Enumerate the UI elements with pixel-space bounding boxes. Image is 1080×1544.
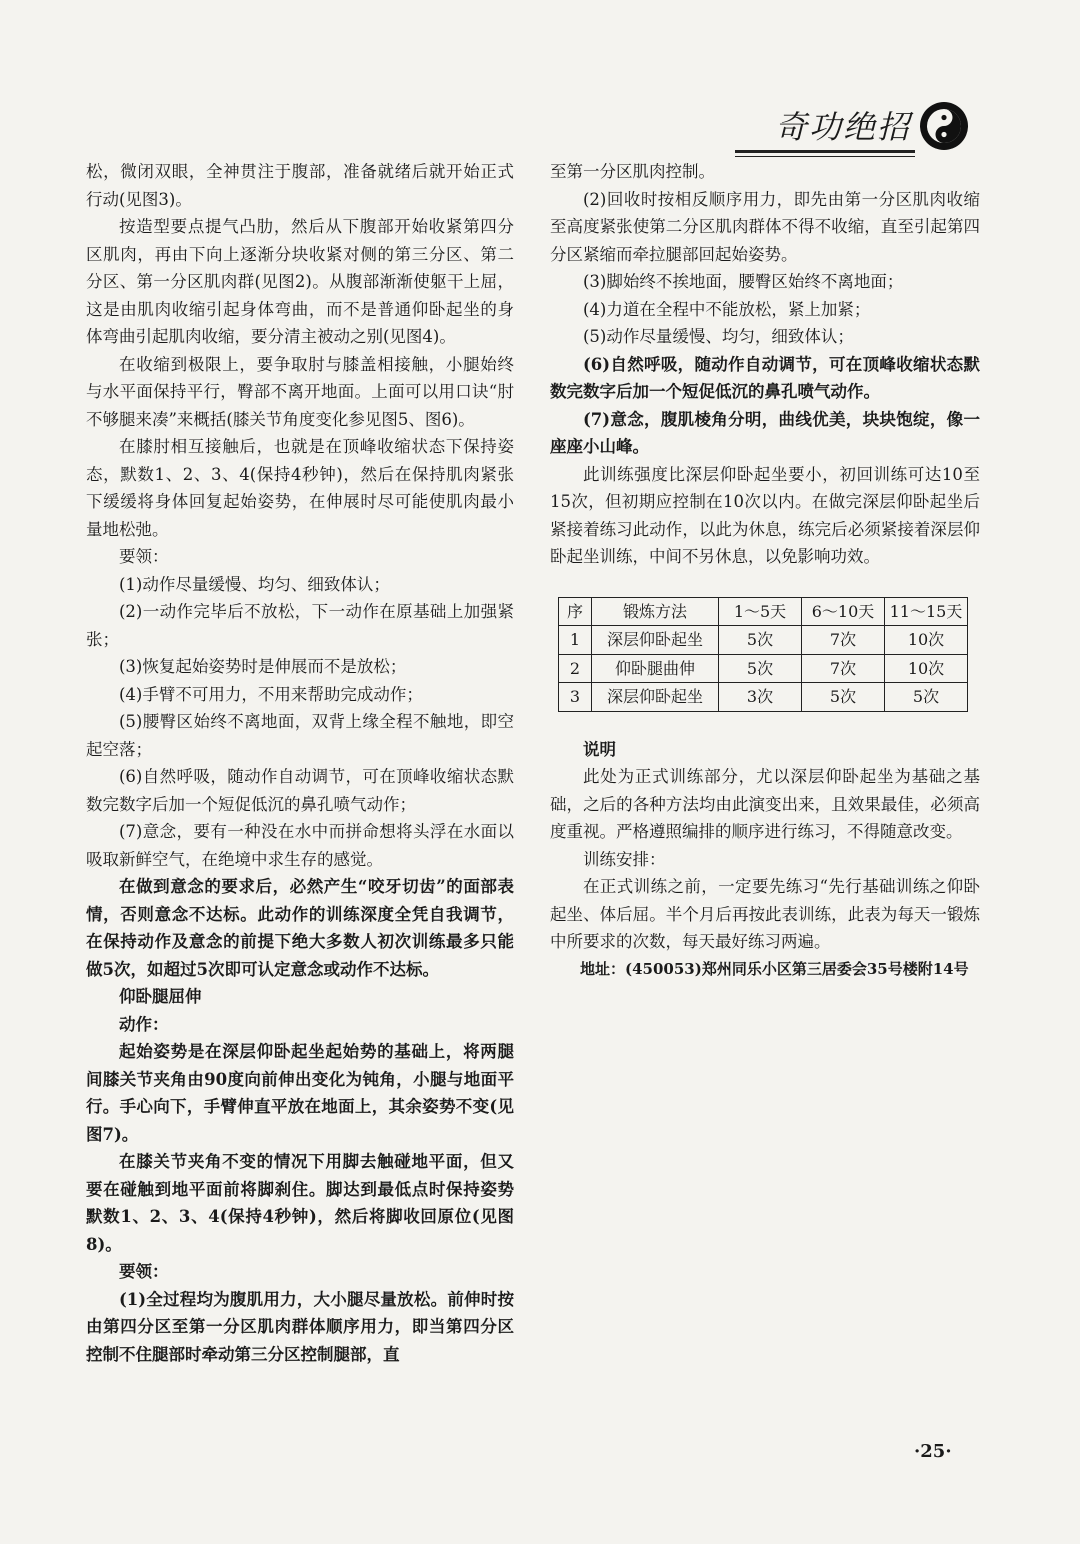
table-cell: 10次	[885, 626, 968, 655]
paragraph: 此处为正式训练部分，尤以深层仰卧起坐为基础之基础，之后的各种方法均由此演变出来，且效果最佳，必须高度重视。严格遵照编排的顺序进行练习，不得随意改变。	[550, 767, 980, 841]
paragraph: 在膝关节夹角不变的情况下用脚去触碰地平面，但又要在碰触到地平面前将脚刹住。脚达到最低点时保持姿势默数1、2、3、4(保持4秒钟)，然后将脚收回原位(见图8)。	[86, 1152, 514, 1254]
subheading: 动作：	[119, 1014, 169, 1034]
header-rule-thin	[735, 156, 915, 157]
list-item: (2)回收时按相反顺序用力，即先由第一分区肌肉收缩至高度紧张使第二分区肌肉群体不得不收缩，直至引起第四分区紧缩而牵拉腿部回起始姿势。	[550, 189, 980, 264]
table-header-cell: 6～10天	[802, 597, 885, 626]
paragraph: 在正式训练之前，一定要先练习“先行基础训练之仰卧起坐、体后屈。半个月后再按此表训练，此表为每天一锻炼中所要求的次数，每天最好练习两遍。	[550, 877, 980, 951]
left-column	[86, 158, 514, 1368]
table-cell: 3次	[719, 683, 802, 712]
list-item: (6)自然呼吸，随动作自动调节，可在顶峰收缩状态默数完数字后加一个短促低沉的鼻孔喷气动作；	[86, 767, 514, 814]
list-item: (4)手臂不可用力，不用来帮助完成动作；	[119, 684, 423, 704]
table-cell: 2	[559, 654, 592, 683]
table-cell: 7次	[802, 654, 885, 683]
paragraph: 在膝肘相互接触后，也就是在顶峰收缩状态下保持姿态，默数1、2、3、4(保持4秒钟)，然后在保持肌肉紧张下缓缓将身体回复起始姿势，在伸展时尽可能使肌肉最小量地松弛。	[86, 437, 514, 539]
table-cell: 5次	[802, 683, 885, 712]
section-heading: 说明	[583, 739, 616, 759]
table-header-cell: 1～5天	[719, 597, 802, 626]
table-cell: 3	[559, 683, 592, 712]
paragraph: 此训练强度比深层仰卧起坐要小，初回训练可达10至15次，但初期应控制在10次以内。在做完深层仰卧起坐后紧接着练习此动作，以此为休息，练完后必须紧接着深层仰卧起坐训练，中间不另休息，以免影响功效。	[550, 464, 980, 566]
paragraph: 松，微闭双眼，全神贯注于腹部，准备就绪后就开始正式行动(见图3)。	[86, 162, 514, 209]
paragraph: 起始姿势是在深层仰卧起坐起始势的基础上，将两腿间膝关节夹角由90度向前伸出变化为钝角，小腿与地面平行。手心向下，手臂伸直平放在地面上，其余姿势不变(见图7)。	[86, 1042, 514, 1144]
list-item: (5)动作尽量缓慢、均匀，细致体认；	[583, 327, 854, 346]
list-item: (4)力道在全程中不能放松，紧上加紧；	[583, 299, 871, 319]
table-cell: 深层仰卧起坐	[592, 626, 719, 655]
paragraph: 至第一分区肌肉控制。	[550, 162, 715, 181]
page-header	[735, 92, 995, 162]
table-cell: 5次	[885, 683, 968, 712]
right-column	[550, 158, 980, 983]
paragraph: 在做到意念的要求后，必然产生“咬牙切齿”的面部表情，否则意念不达标。此动作的训练深度全凭自我调节，在保持动作及意念的前提下绝大多数人初次训练最多只能做5次，如超过5次即可认定意念或动作不达标。	[86, 877, 514, 979]
table-cell: 1	[559, 626, 592, 655]
subheading: 训练安排：	[583, 849, 666, 869]
table-header-row	[559, 597, 968, 626]
list-item: (7)意念，腹肌棱角分明，曲线优美，块块饱绽，像一座座小山峰。	[550, 409, 980, 456]
table-cell: 7次	[802, 626, 885, 655]
section-heading: 仰卧腿屈伸	[119, 987, 202, 1006]
page-number: ·25·	[914, 1441, 952, 1462]
list-item: (1)动作尽量缓慢、均匀、细致体认；	[119, 574, 390, 594]
table-cell: 10次	[885, 654, 968, 683]
author-address: 地址：(450053)郑州同乐小区第三居委会35号楼附14号	[580, 959, 969, 978]
list-item: (2)一动作完毕后不放松，下一动作在原基础上加强紧张；	[86, 602, 514, 649]
list-item: (5)腰臀区始终不离地面，双背上缘全程不触地，即空起空落；	[86, 712, 514, 759]
paragraph: 按造型要点提气凸肋，然后从下腹部开始收紧第四分区肌肉，再由下向上逐渐分块收紧对侧的第三分区、第二分区、第一分区肌肉群(见图2)。从腹部渐渐使躯干上屈，这是由肌肉收缩引起身体弯曲，而不是普通仰卧起坐的身体弯曲引起肌肉收缩，要分清主被动之别(见图4)。	[86, 217, 514, 346]
subheading: 要领：	[119, 547, 169, 566]
list-item: (7)意念，要有一种没在水中而拼命想将头浮在水面以吸取新鲜空气，在绝境中求生存的感觉。	[86, 822, 514, 869]
list-item: (3)恢复起始姿势时是伸展而不是放松；	[119, 657, 407, 676]
table-row	[559, 683, 968, 712]
table-row	[559, 654, 968, 683]
yin-yang-logo-icon	[918, 100, 970, 152]
table-row	[559, 626, 968, 655]
table-header-cell: 序	[559, 597, 592, 626]
header-rule	[735, 150, 915, 153]
list-item: (1)全过程均为腹肌用力，大小腿尽量放松。前伸时按由第四分区至第一分区肌肉群体顺序用力，即当第四分区控制不住腿部时牵动第三分区控制腿部，直	[86, 1289, 514, 1364]
table-header-cell: 锻炼方法	[592, 597, 719, 626]
paragraph: 在收缩到极限上，要争取肘与膝盖相接触，小腿始终与水平面保持平行，臀部不离开地面。上面可以用口诀“肘不够腿来凑”来概括(膝关节角度变化参见图5、图6)。	[86, 354, 514, 429]
list-item: (3)脚始终不挨地面，腰臀区始终不离地面；	[583, 272, 904, 291]
table-cell: 5次	[719, 626, 802, 655]
table-cell: 深层仰卧起坐	[592, 683, 719, 712]
table-cell: 5次	[719, 654, 802, 683]
training-table	[558, 597, 968, 712]
list-item: (6)自然呼吸，随动作自动调节，可在顶峰收缩状态默数完数字后加一个短促低沉的鼻孔喷气动作。	[550, 354, 980, 401]
subheading: 要领：	[119, 1262, 169, 1281]
column-title: 奇功绝招	[775, 108, 912, 146]
table-cell: 仰卧腿曲伸	[592, 654, 719, 683]
table-header-cell: 11～15天	[885, 597, 968, 626]
